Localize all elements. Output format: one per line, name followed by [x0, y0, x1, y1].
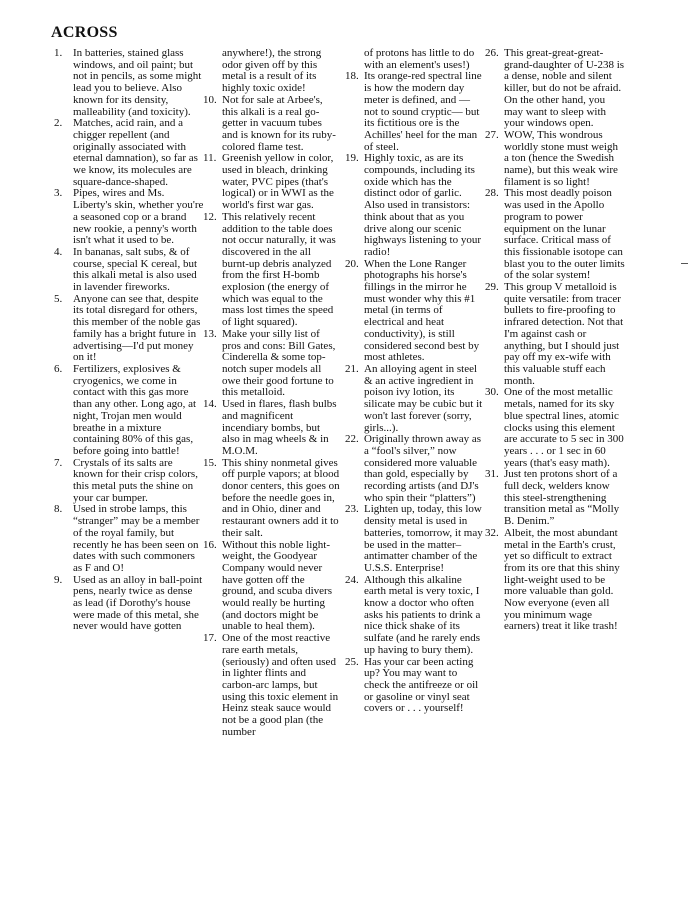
clue-text: Albeit, the most abundant metal in the Earth's crust, yet so difficult to extract from its ore that this shiny light-weight used to be more valuable than gold. Now everyone (even all you minimum wage earners) treat it like trash! [504, 526, 620, 633]
clue-text: Pipes, wires and Ms. Liberty's skin, whether you're a seasoned cop or a brand new rookie, a penny's worth isn't what it used to be. [73, 187, 204, 247]
clue-4 [54, 247, 204, 294]
clue-text: Not for sale at Arbee's, this alkali is a real go-getter in vacuum tubes and is known for its ruby-colored flame test. [222, 93, 336, 153]
clue-number: 15. [203, 456, 217, 469]
clue-27 [485, 130, 625, 189]
clue-number: 21. [345, 362, 359, 375]
clue-9 [54, 575, 204, 634]
clue-text: This group V metalloid is quite versatile: from tracer bullets to fire-proofing to infrared detection. Not that I'm against cash or anything, but I should just pay off my ex-wife with this valuable stuff each month. [504, 281, 624, 387]
clue-28 [485, 188, 625, 282]
clue-9-continued [203, 48, 340, 95]
clue-31 [485, 469, 625, 528]
clue-2 [54, 118, 204, 188]
clue-30 [485, 387, 625, 469]
clue-3 [54, 188, 204, 247]
clue-number: 8. [54, 503, 63, 516]
clue-6 [54, 364, 204, 458]
clue-number: 24. [345, 573, 359, 586]
clue-5 [54, 294, 204, 364]
clue-text: Greenish yellow in color, used in bleach, drinking water, PVC pipes (that's logical) or in WWI as the world's first war gas. [222, 152, 334, 212]
clue-number: 7. [54, 456, 63, 469]
clue-number: 25. [345, 655, 359, 668]
clue-number: 27. [485, 128, 499, 141]
column-3 [345, 48, 483, 715]
clue-number: 20. [345, 257, 359, 270]
column-1 [54, 48, 204, 633]
clue-16 [203, 540, 340, 634]
clue-text: Used in strobe lamps, this “stranger” may be a member of the royal family, but recently he has been seen on dates with such commoners as F and O! [73, 503, 200, 574]
clue-number: 16. [203, 538, 217, 551]
clue-26 [485, 48, 625, 130]
clue-number: 11. [203, 152, 217, 165]
clue-text: Anyone can see that, despite its total disregard for others, this member of the noble gas family has a bright future in advertising—I'd put money on it! [73, 292, 201, 364]
clue-text: This great-great-great-grand-daughter of U-238 is a dense, noble and silent killer, but do not be afraid. On the other hand, you may want to sleep with your windows open. [504, 47, 625, 130]
clue-number: 22. [345, 433, 359, 446]
clue-number: 2. [54, 117, 63, 130]
clue-number: 17. [203, 632, 217, 645]
clue-text: Has your car been acting up? You may want to check the antifreeze or oil or gasoline or vinyl seat covers or . . . yourself! [364, 655, 479, 715]
clue-17 [203, 633, 340, 738]
clue-number: 10. [203, 93, 217, 106]
clue-24 [345, 575, 483, 657]
clue-13 [203, 329, 340, 399]
clue-number: 13. [203, 327, 217, 340]
clue-text: Used in flares, flash bulbs and magnificent incendiary bombs, but also in mag wheels & in M.O.M. [222, 398, 337, 457]
clue-number: 18. [345, 70, 359, 83]
clue-7 [54, 458, 204, 505]
clue-25 [345, 657, 483, 716]
clue-text: This most deadly poison was used in the Apollo program to power equipment on the lunar surface. Critical mass of this fissionable isotope can blast you to the outer limits of the solar system! [504, 187, 625, 282]
margin-mark [681, 263, 688, 264]
clue-text: Without this noble light-weight, the Goodyear Company would never have gotten off the ground, and scuba divers would really be hurting (and doctors might be unable to heal them). [222, 538, 332, 633]
clue-text: This relatively recent addition to the table does not occur naturally, it was discovered in the all burnt-up debris analyzed from the first H-bomb explosion (the energy of which was equal to the mass lost times the speed of light squared). [222, 210, 336, 329]
clue-text: Just ten protons short of a full deck, welders know this steel-strengthening transition metal as “Molly B. Denim.” [504, 468, 620, 528]
clue-14 [203, 399, 340, 458]
clue-18 [345, 71, 483, 153]
clue-1 [54, 48, 204, 118]
clue-text: anywhere!), the strong odor given off by this metal is a result of its highly toxic oxide! [222, 47, 322, 95]
clue-text: Its orange-red spectral line is how the modern day meter is defined, and —not to sound cryptic— but its fictitious ore is the Achilles' heel for the man of steel. [364, 70, 482, 153]
clue-number: 32. [485, 526, 499, 539]
clue-17-continued [345, 48, 483, 71]
clue-text: Highly toxic, as are its compounds, including its oxide which has the distinct odor of garlic. Also used in transistors: think about that as you drive along our scenic highways listening to your radio! [364, 152, 482, 258]
clue-text: WOW, This wondrous worldly stone must weigh a ton (hence the Swedish name), but this weak wire filament is so light! [504, 128, 618, 188]
clue-text: Matches, acid rain, and a chigger repellent (and originally associated with eternal damnation), so far as we know, its molecules are square-dance-shaped. [73, 117, 198, 188]
clue-number: 14. [203, 398, 217, 411]
clue-number: 26. [485, 47, 499, 59]
clue-text: In batteries, stained glass windows, and oil paint; but not in pencils, as some might lead you to believe. Also known for its density, malleability (and toxicity). [73, 47, 202, 118]
clue-23 [345, 504, 483, 574]
clue-text: Originally thrown away as a “fool's silver,” now considered more valuable than gold, especially by recording artists (and DJ's who spin their “platters”) [364, 433, 481, 504]
clue-text: Used as an alloy in ball-point pens, nearly twice as dense as lead (if Dorothy's house were made of this metal, she never would have gotten [73, 573, 203, 633]
page-heading: ACROSS [51, 24, 118, 41]
clue-text: This shiny nonmetal gives off purple vapors; at blood donor centers, this goes on before the needle goes in, and in Ohio, diner and restaurant owners add it to their salt. [222, 456, 340, 539]
clue-text: In bananas, salt subs, & of course, special K cereal, but this alkali metal is also used in lavender fireworks. [73, 245, 197, 294]
clue-10 [203, 95, 340, 154]
clue-text: Make your silly list of pros and cons: Bill Gates, Cinderella & some top-notch super models all owe their good fortune to this metalloid. [222, 327, 336, 399]
clue-number: 29. [485, 281, 499, 294]
clue-20 [345, 259, 483, 364]
clue-number: 28. [485, 187, 499, 200]
clue-32 [485, 528, 625, 633]
clue-number: 30. [485, 386, 499, 399]
clue-text: Although this alkaline earth metal is very toxic, I know a doctor who often asks his patients to drink a nice thick shake of its sulfate (and he rarely ends up having to bury them). [364, 573, 481, 656]
clue-number: 3. [54, 187, 63, 200]
clue-29 [485, 282, 625, 387]
clue-number: 6. [54, 362, 63, 375]
clue-text: of protons has little to do with an element's uses!) [364, 47, 475, 71]
clue-number: 1. [54, 47, 63, 59]
clue-text: One of the most metallic metals, named for its sky blue spectral lines, atomic clocks using this element are accurate to 5 sec in 300 years . . . or 1 sec in 60 years (that's easy math). [504, 386, 624, 469]
clue-21 [345, 364, 483, 434]
clue-text: One of the most reactive rare earth metals, (seriously) and often used in lighter flints and carbon-arc lamps, but using this toxic element in Heinz steak sauce would not be a good plan (the number [222, 632, 339, 738]
clue-text: Crystals of its salts are known for their crisp colors, this metal puts the shine on your car bumper. [73, 456, 198, 504]
clue-number: 4. [54, 245, 63, 258]
clue-text: An alloying agent in steel & an active ingredient in poison ivy lotion, its silicate may be cubic but it won't last forever (sorry, girls...). [364, 362, 483, 434]
clue-19 [345, 153, 483, 258]
clue-text: Lighten up, today, this low density metal is used in batteries, tomorrow, it may be used in the matter–antimatter chamber of the U.S.S. Enterprise! [364, 503, 483, 574]
clue-number: 9. [54, 573, 63, 586]
clue-number: 5. [54, 292, 63, 305]
clue-12 [203, 212, 340, 329]
clue-text: Fertilizers, explosives & cryogenics, we come in contact with this gas more than any other. Long ago, at night, Trojan men would breathe in a mixture containing 80% of this gas, before going into battle! [73, 362, 197, 457]
column-2 [203, 48, 340, 738]
clue-8 [54, 504, 204, 574]
clue-15 [203, 458, 340, 540]
clue-number: 23. [345, 503, 359, 516]
clue-22 [345, 434, 483, 504]
clue-text: When the Lone Ranger photographs his horse's fillings in the mirror he must wonder why this #1 metal (in terms of electrical and heat conductivity), is still considered second best by most athletes. [364, 257, 480, 364]
column-4 [485, 48, 625, 633]
clue-number: 31. [485, 468, 499, 481]
clue-number: 19. [345, 152, 359, 165]
clue-number: 12. [203, 210, 217, 223]
clue-11 [203, 153, 340, 212]
